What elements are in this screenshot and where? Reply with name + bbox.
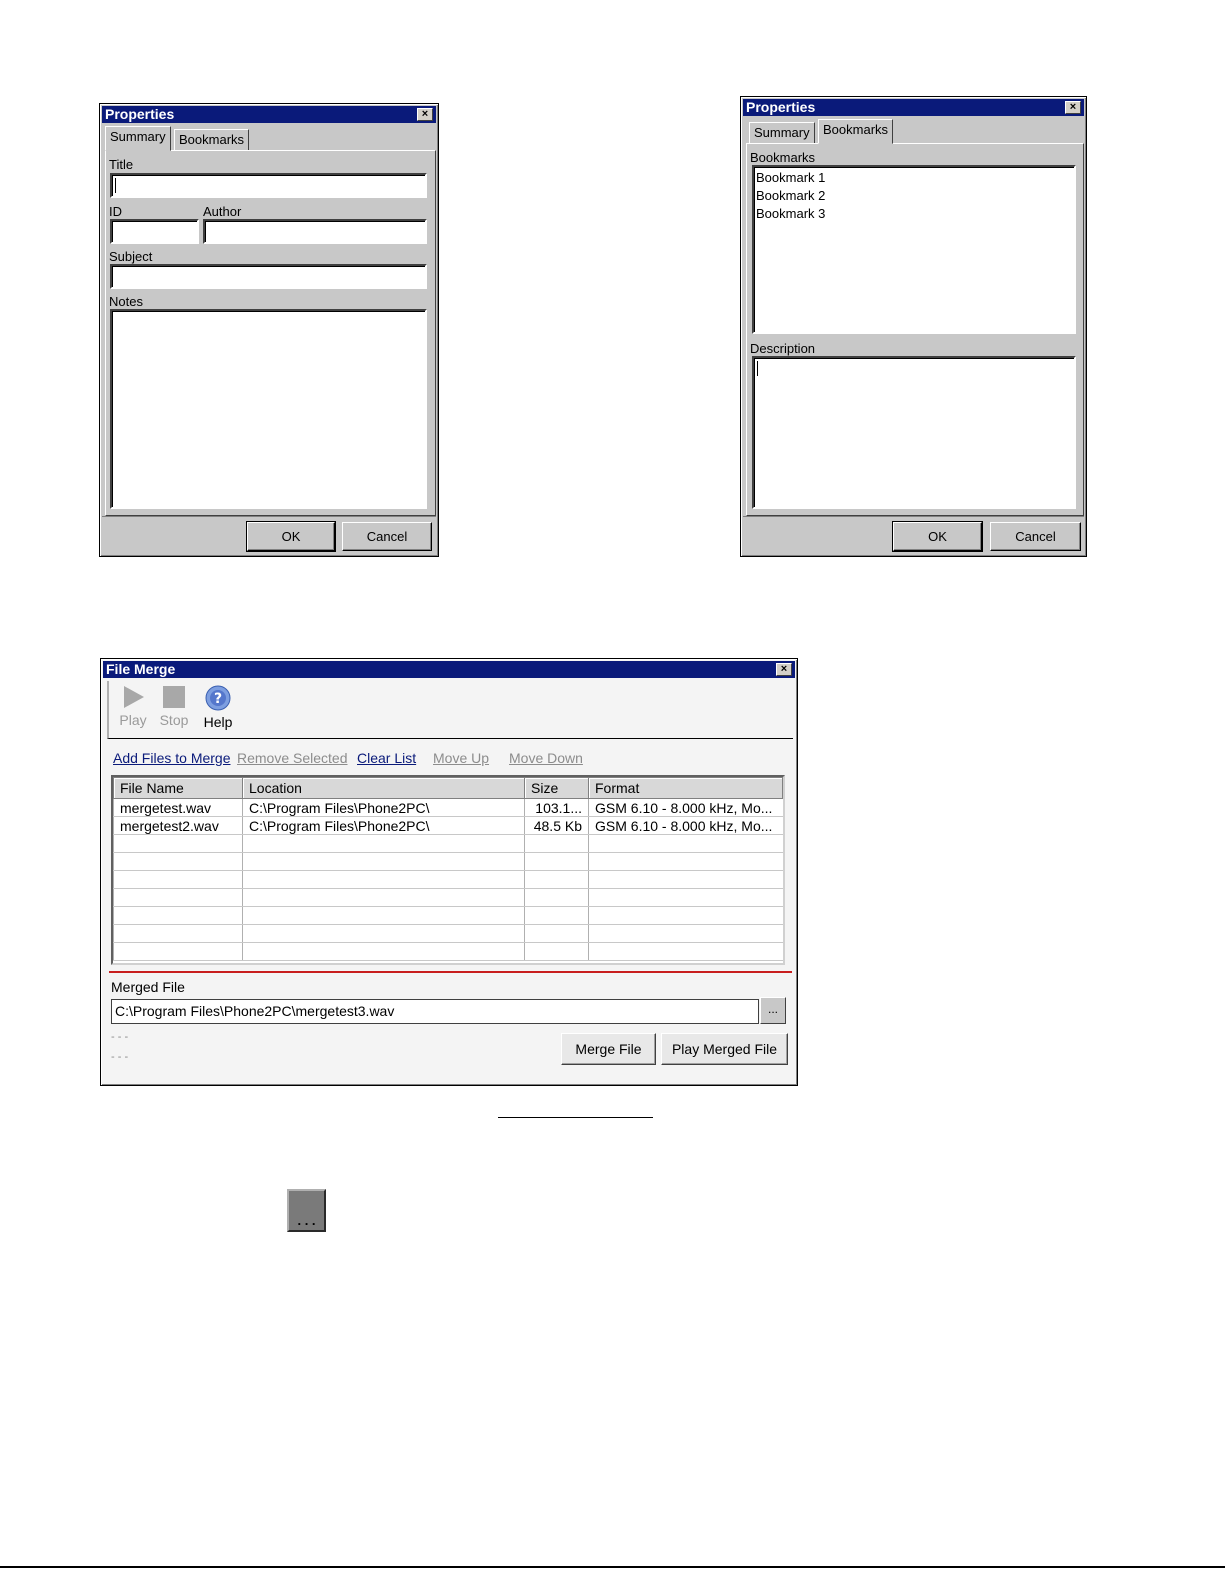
cell-size: 48.5 Kb <box>525 817 589 835</box>
title-bar[interactable] <box>743 99 1084 116</box>
browse-button-illustration: . . . <box>287 1189 326 1232</box>
tab-summary[interactable]: Summary <box>749 122 815 144</box>
table-header <box>114 778 783 799</box>
play-button[interactable] <box>117 685 149 728</box>
window-title: File Merge <box>106 661 176 677</box>
help-icon <box>205 685 231 711</box>
ok-button[interactable]: OK <box>893 522 982 551</box>
properties-summary-window <box>99 103 439 557</box>
summary-panel <box>105 150 436 516</box>
column-header-file-name[interactable]: File Name <box>114 778 243 799</box>
stop-button[interactable] <box>157 685 191 728</box>
author-field[interactable] <box>203 219 427 244</box>
cell-format: GSM 6.10 - 8.000 kHz, Mo... <box>589 817 783 835</box>
text-caret <box>757 361 758 376</box>
cell-file-name: mergetest.wav <box>114 799 243 817</box>
browse-button[interactable]: ... <box>760 997 786 1024</box>
title-bar[interactable] <box>102 106 436 123</box>
window-title: Properties <box>105 106 175 122</box>
svg-text:?: ? <box>213 691 223 707</box>
empty-row <box>114 835 783 853</box>
clear-list-link[interactable]: Clear List <box>357 750 417 766</box>
tab-bookmarks[interactable]: Bookmarks <box>174 129 249 151</box>
column-header-location[interactable]: Location <box>243 778 525 799</box>
empty-row <box>114 889 783 907</box>
status-line-1: - - - <box>111 1031 129 1043</box>
empty-row <box>114 853 783 871</box>
description-label: Description <box>750 341 816 356</box>
add-files-link[interactable]: Add Files to Merge <box>113 750 231 766</box>
window-title: Properties <box>746 99 816 115</box>
title-bar[interactable] <box>103 661 795 678</box>
toolbar <box>107 681 793 739</box>
id-label: ID <box>109 204 122 219</box>
help-button[interactable] <box>201 685 235 730</box>
cell-location: C:\Program Files\Phone2PC\ <box>243 817 525 835</box>
move-down-link[interactable]: Move Down <box>509 750 583 766</box>
play-merged-file-button[interactable]: Play Merged File <box>661 1033 788 1065</box>
play-label: Play <box>119 712 147 728</box>
cancel-button[interactable]: Cancel <box>342 522 432 551</box>
list-item[interactable]: Bookmark 3 <box>756 206 826 221</box>
file-list[interactable] <box>111 775 785 965</box>
title-field[interactable] <box>110 173 427 198</box>
page-bottom-rule <box>0 1566 1225 1568</box>
help-label: Help <box>203 714 233 730</box>
file-table <box>113 777 783 961</box>
cell-file-name: mergetest2.wav <box>114 817 243 835</box>
column-header-format[interactable]: Format <box>589 778 783 799</box>
close-icon[interactable]: × <box>417 108 433 121</box>
cell-size: 103.1... <box>525 799 589 817</box>
merge-file-button[interactable]: Merge File <box>561 1033 656 1065</box>
subject-label: Subject <box>109 249 153 264</box>
title-label: Title <box>109 157 134 172</box>
cancel-button[interactable]: Cancel <box>990 522 1081 551</box>
empty-row <box>114 943 783 961</box>
table-row[interactable] <box>114 799 783 817</box>
stop-icon <box>162 685 186 709</box>
table-row[interactable] <box>114 817 783 835</box>
list-item[interactable]: Bookmark 2 <box>756 188 826 203</box>
file-merge-window <box>100 658 798 1086</box>
close-icon[interactable]: × <box>776 663 792 676</box>
close-icon[interactable]: × <box>1065 101 1081 114</box>
author-label: Author <box>203 204 242 219</box>
merged-file-label: Merged File <box>111 979 185 995</box>
tab-bookmarks[interactable]: Bookmarks <box>818 119 893 144</box>
tab-summary[interactable]: Summary <box>105 126 171 151</box>
subject-field[interactable] <box>110 264 427 289</box>
notes-field[interactable] <box>110 309 427 509</box>
list-item[interactable]: Bookmark 1 <box>756 170 826 185</box>
caption-underline <box>498 1117 653 1118</box>
section-divider <box>109 971 792 973</box>
cell-location: C:\Program Files\Phone2PC\ <box>243 799 525 817</box>
empty-row <box>114 871 783 889</box>
stop-label: Stop <box>159 712 189 728</box>
remove-selected-link[interactable]: Remove Selected <box>237 750 348 766</box>
play-icon <box>121 685 145 709</box>
empty-row <box>114 925 783 943</box>
dialog-footer <box>743 516 1084 554</box>
bookmarks-panel <box>746 143 1084 516</box>
bookmarks-list[interactable] <box>752 165 1076 334</box>
move-up-link[interactable]: Move Up <box>433 750 490 766</box>
properties-bookmarks-window <box>740 96 1087 557</box>
ok-button[interactable]: OK <box>247 522 335 551</box>
text-caret <box>115 178 116 193</box>
empty-row <box>114 907 783 925</box>
cell-format: GSM 6.10 - 8.000 kHz, Mo... <box>589 799 783 817</box>
status-line-2: - - - <box>111 1051 129 1063</box>
dialog-footer <box>102 516 436 554</box>
description-field[interactable] <box>752 356 1076 509</box>
column-header-size[interactable]: Size <box>525 778 589 799</box>
bookmarks-label: Bookmarks <box>750 150 816 165</box>
merged-file-field[interactable] <box>111 999 759 1024</box>
notes-label: Notes <box>109 294 143 309</box>
id-field[interactable] <box>110 219 199 244</box>
merged-file-path: C:\Program Files\Phone2PC\mergetest3.wav <box>115 1003 395 1019</box>
